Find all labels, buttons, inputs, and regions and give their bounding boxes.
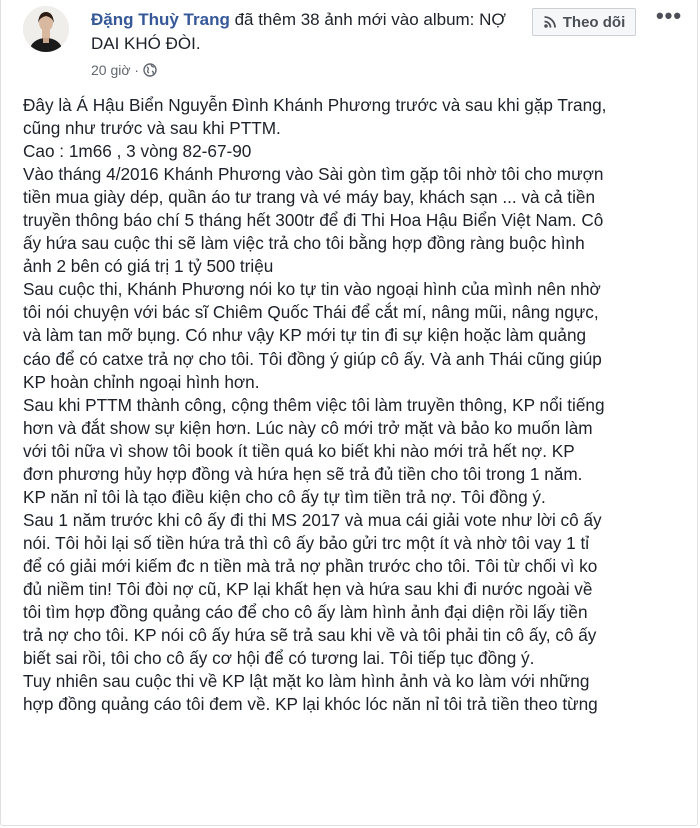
post-text-line: KP năn nỉ tôi là tạo điều kiện cho cô ấy tự tìm tiền trả nợ. Tôi đồng ý. (23, 486, 546, 507)
avatar-photo (23, 6, 69, 52)
post-header (1, 0, 697, 90)
post-text-line: Sau 1 năm trước khi cô ấy đi thi MS 2017 và mua cái giải vote như lời cô ấy (23, 509, 602, 530)
post-text-line: Sau khi PTTM thành công, cộng thêm việc tôi làm truyền thông, KP nổi tiếng (23, 394, 605, 415)
post-text-line: ảnh 2 bên có giá trị 1 tỷ 500 triệu (23, 256, 274, 277)
post-text-line: tiền mua giày dép, quần áo tư trang và vé máy bay, khách sạn ... và cả tiền (23, 187, 596, 208)
author-name-link[interactable]: Đặng Thuỳ Trang (91, 10, 230, 29)
post-text-line: tôi tìm hợp đồng quảng cáo để cho cô ấy làm hình ảnh đại diện rồi lấy tiền (23, 602, 588, 623)
post-text-line: Đây là Á Hậu Biển Nguyễn Đình Khánh Phương trước và sau khi gặp Trang, (23, 95, 607, 115)
post-text-line: tôi nói chuyện với bác sĩ Chiêm Quốc Thái để cắt mí, nâng mũi, nâng ngực, (23, 302, 599, 323)
more-icon[interactable]: ••• (655, 3, 683, 28)
post-meta (91, 62, 157, 78)
post-action-text: đã thêm 38 ảnh mới vào album: NỢ DAI KHÓ ĐÒI. (91, 10, 506, 53)
post-text-line: Sau cuộc thi, Khánh Phương nói ko tự tin vào ngoại hình của mình nên nhờ (23, 279, 601, 300)
post-text-line: cũng như trước và sau khi PTTM. (23, 118, 281, 139)
post-text-line: hợp đồng quảng cáo tôi đem về. KP lại khóc lóc năn nỉ tôi trả tiền theo từng (23, 694, 598, 715)
post-text-line: để có giải mới kiếm đc n tiền mà trả nợ phần trước cho tôi. Tôi từ chối vì ko (23, 555, 598, 576)
post-text-line: và làm tan mỡ bụng. Có như vậy KP mới tự tin đi sự kiện hoặc làm quảng (23, 325, 587, 346)
post-text-line: ấy hứa sau cuộc thi sẽ làm việc trả cho tôi bằng hợp đồng ràng buộc hình (23, 233, 585, 254)
post-text-line: Tuy nhiên sau cuộc thi về KP lật mặt ko làm hình ảnh và ko làm với những (23, 671, 590, 692)
rss-icon (543, 15, 557, 29)
post-text-line: KP hoàn chỉnh ngoại hình hơn. (23, 371, 260, 392)
follow-button-label: Theo dõi (562, 13, 626, 31)
follow-button[interactable] (532, 8, 636, 36)
post-text-line: Cao : 1m66 , 3 vòng 82-67-90 (23, 141, 252, 162)
author-avatar[interactable] (23, 6, 69, 52)
post-text-line: nói. Tôi hỏi lại số tiền hứa trả thì cô ấy bảo gửi trc một ít và nhờ tôi vay 1 tỉ (23, 532, 590, 553)
post-text-line: đơn phương hủy hợp đồng và hứa hẹn sẽ trả đủ tiền cho tôi trong 1 năm. (23, 463, 583, 484)
post-text-line: cáo để có catxe trả nợ cho tôi. Tôi đồng ý giúp cô ấy. Và anh Thái cũng giúp (23, 348, 602, 369)
post-body-text (23, 94, 698, 716)
post-timestamp[interactable]: 20 giờ · (91, 62, 140, 78)
post-text-line: đủ niềm tin! Tôi đòi nợ cũ, KP lại khất hẹn và hứa sau khi đi nước ngoài về (23, 578, 593, 599)
post-title-line (91, 8, 511, 56)
post-text-line: Vào tháng 4/2016 Khánh Phương vào Sài gòn tìm gặp tôi nhờ tôi cho mượn (23, 164, 604, 185)
post-text-line: hơn và đắt show sự kiện hơn. Lúc này cô mới trở mặt và bảo ko muốn làm (23, 417, 593, 438)
post-text-line: truyền thông báo chí 5 tháng hết 300tr để đi Thi Hoa Hậu Biển Việt Nam. Cô (23, 210, 604, 231)
globe-icon[interactable] (143, 63, 157, 77)
post-text-line: trả nợ cho tôi. KP nói cô ấy hứa sẽ trả sau khi về và tôi phải tin cô ấy, cô ấy (23, 625, 597, 646)
post-text-line: với tôi nữa vì show tôi book ít tiền quá ko biết khi nào mới trả hết nợ. KP (23, 440, 575, 461)
post-text-line: biết sai rồi, tôi cho cô ấy cơ hội để có tương lai. Tôi tiếp tục đồng ý. (23, 648, 535, 669)
